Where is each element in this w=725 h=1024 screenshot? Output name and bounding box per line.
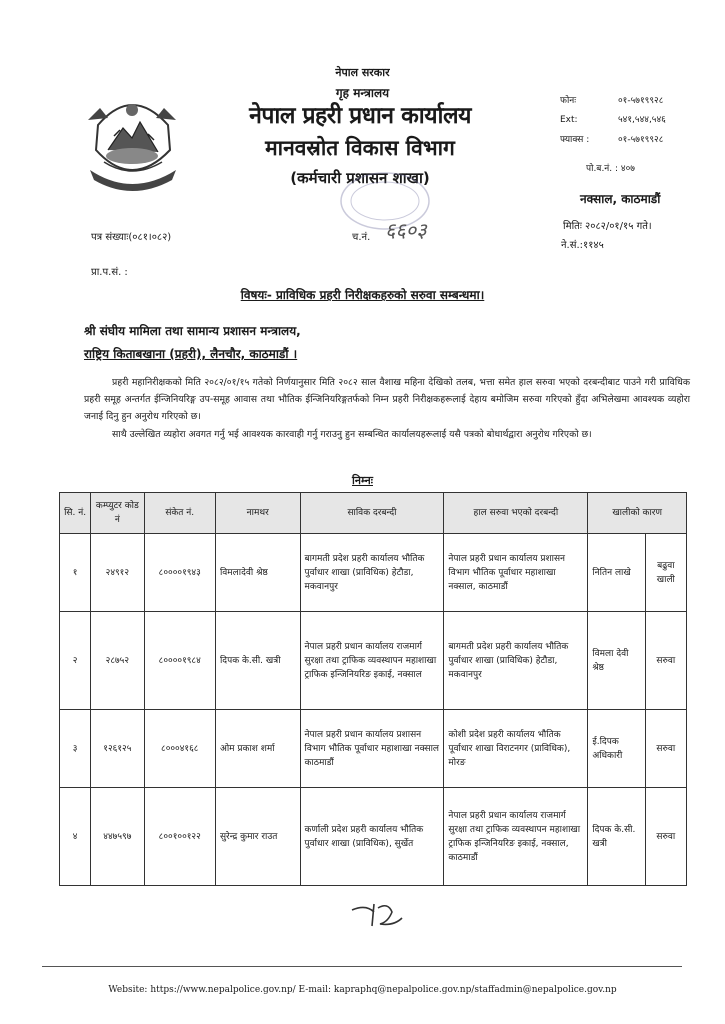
cell-sanket: ८००१००१२२ <box>144 788 215 886</box>
fax-value: ०१-५७१९९२८ <box>618 135 664 145</box>
subject-text: विषयः- प्राविधिक प्रहरी निरीक्षकहरुको सरुवा सम्बन्धमा। <box>240 288 485 302</box>
cell-current: बागमती प्रदेश प्रहरी कार्यालय भौतिक पुर्वाधार शाखा (प्राविधिक) हेटौडा, मकवानपुर <box>444 612 588 710</box>
header-code: कम्प्युटर कोड नं <box>91 493 144 534</box>
government-name: नेपाल सरकार <box>335 66 390 79</box>
cell-vacancy-person: ई.दिपक अधिकारी <box>588 710 645 788</box>
cell-previous: नेपाल प्रहरी प्रधान कार्यालय प्रशासन विभाग भौतिक पूर्वाधार महाशाखा नक्साल काठमाडौं <box>300 710 444 788</box>
table-row <box>60 612 687 710</box>
cell-sn: ४ <box>60 788 91 886</box>
recipient-line-1: श्री संघीय मामिला तथा सामान्य प्रशासन मन्त्रालय, <box>84 324 301 338</box>
cell-sanket: ८००००१९८४ <box>144 612 215 710</box>
praps-label: प्रा.प.सं. : <box>91 267 128 278</box>
letter-number: पत्र संख्याः(०८१।०८२) <box>91 232 172 243</box>
table-row <box>60 710 687 788</box>
recipient-line-2 <box>84 345 297 362</box>
cell-sn: २ <box>60 612 91 710</box>
cell-vacancy-reason: बढुवा खाली <box>645 534 686 612</box>
po-box: पो.ब.नं. : ४०७ <box>586 164 635 174</box>
letter-date: मितिः २०८२/०१/१५ गते। <box>563 221 652 232</box>
phone-value: ०१-५७१९९२८ <box>618 96 664 106</box>
header-previous: साविक दरबन्दी <box>300 493 444 534</box>
cell-vacancy-reason: सरुवा <box>645 612 686 710</box>
table-row <box>60 788 687 886</box>
signature-icon <box>348 900 408 930</box>
cell-previous: कर्णाली प्रदेश प्रहरी कार्यालय भौतिक पुर्वाधार शाखा (प्राविधिक), सुर्खेत <box>300 788 444 886</box>
cell-code: ४४७५९७ <box>91 788 144 886</box>
cell-current: कोशी प्रदेश प्रहरी कार्यालय भौतिक पूर्वाधार शाखा विराटनगर (प्राविधिक), मोरङ <box>444 710 588 788</box>
subject-line <box>0 286 725 303</box>
cell-sn: १ <box>60 534 91 612</box>
office-address: नक्साल, काठमाडौं <box>580 192 661 206</box>
chalani-label: च.नं. <box>352 232 371 243</box>
cell-current: नेपाल प्रहरी प्रधान कार्यालय प्रशासन विभाग भौतिक पूर्वाधार महाशाखा नक्साल, काठमाडौं <box>444 534 588 612</box>
fax-line <box>560 132 663 145</box>
body-paragraph-1: प्रहरी महानिरीक्षकको मिति २०८२/०१/१५ गतेको निर्णयानुसार मिति २०८२ साल वैशाख महिना देखिको तलब, भत्ता समेत हाल सरुवा भएको दरबन्दीबाट पाउने गरी प्राविधिक प्रहरी समूह अन्तर्गत ईन्जिनियरिङ्ग उप-समूह आवास तथा भौतिक ईन्जिनियरिङ्गतर्फको निम्न प्रहरी निरीक्षकहरूलाई देहाय बमोजिम सरुवा गरिएको हुँदा अभिलेखमा आवश्यक व्यहोरा जनाई दिनु हुन अनुरोध गरिएको छ। <box>84 377 690 422</box>
branch-name: (कर्मचारी प्रशासन शाखा) <box>290 169 430 187</box>
header-sn: सि. नं. <box>60 493 91 534</box>
cell-code: २८७५२ <box>91 612 144 710</box>
cell-previous: बागमती प्रदेश प्रहरी कार्यालय भौतिक पुर्वाधार शाखा (प्राविधिक) हेटौडा, मकवानपुर <box>300 534 444 612</box>
body-paragraph-2: साथै उल्लेखित व्यहोरा अवगत गर्नु भई आवश्यक कारवाही गर्नु गराउनु हुन सम्बन्धित कार्यालयहरूलाई यसै पत्रको बोधार्थद्वारा अनुरोध गरिएको छ। <box>112 429 592 440</box>
ministry-name: गृह मन्त्रालय <box>335 86 390 100</box>
footer-contact: Website: https://www.nepalpolice.gov.np/ E-mail: kapraphq@nepalpolice.gov.np/staffadmin@nepalpolice.gov.np <box>108 985 617 995</box>
chalani-number: ६६०३ <box>385 218 427 242</box>
table-row <box>60 534 687 612</box>
header-vacancy: खालीको कारण <box>588 493 687 534</box>
department-name: मानवस्रोत विकास विभाग <box>265 136 455 160</box>
cell-vacancy-person: दिपक के.सी. खत्री <box>588 788 645 886</box>
cell-sanket: ८००००१९४३ <box>144 534 215 612</box>
table-header-row <box>60 493 687 534</box>
header-name: नामथर <box>215 493 300 534</box>
ext-value: ५४१,५४४,५४६ <box>618 115 666 125</box>
office-name: नेपाल प्रहरी प्रधान कार्यालय <box>249 103 471 129</box>
list-heading: निम्नः <box>352 474 373 487</box>
fax-label: फ्याक्स : <box>560 135 590 145</box>
cell-sanket: ८०००४१६८ <box>144 710 215 788</box>
phone-label: फोनः <box>560 96 577 106</box>
recipient-line-2-text: राष्ट्रिय किताबखाना (प्रहरी), लैनचौर, काठमाडौं । <box>84 347 298 361</box>
cell-current: नेपाल प्रहरी प्रधान कार्यालय राजमार्ग सुरक्षा तथा ट्राफिक व्यवस्थापन महाशाखा ट्राफिक इन्जिनियरिङ इकाई, नक्साल, काठमाडौं <box>444 788 588 886</box>
transfer-table <box>59 492 687 886</box>
cell-vacancy-reason: सरुवा <box>645 710 686 788</box>
cell-previous: नेपाल प्रहरी प्रधान कार्यालय राजमार्ग सुरक्षा तथा ट्राफिक व्यवस्थापन महाशाखा ट्राफिक इन्जिनियरिङ इकाई, नक्साल <box>300 612 444 710</box>
ext-label: Ext: <box>560 115 578 125</box>
cell-code: २४९१२ <box>91 534 144 612</box>
cell-vacancy-reason: सरुवा <box>645 788 686 886</box>
footer-divider <box>42 966 682 967</box>
nepal-emblem-icon <box>78 90 186 198</box>
cell-name: विमलादेवी श्रेष्ठ <box>215 534 300 612</box>
header-current: हाल सरुवा भएको दरबन्दी <box>444 493 588 534</box>
cell-vacancy-person: विमला देवी श्रेष्ठ <box>588 612 645 710</box>
cell-vacancy-person: नितिन लाखे <box>588 534 645 612</box>
ext-line <box>560 112 666 125</box>
phone-line <box>560 93 663 106</box>
cell-name: ओम प्रकाश शर्मा <box>215 710 300 788</box>
cell-sn: ३ <box>60 710 91 788</box>
cell-name: सुरेन्द्र कुमार राउत <box>215 788 300 886</box>
header-sanket: संकेत नं. <box>144 493 215 534</box>
ne-number: ने.सं.:११४५ <box>561 240 604 251</box>
cell-code: १२६१२५ <box>91 710 144 788</box>
cell-name: दिपक के.सी. खत्री <box>215 612 300 710</box>
